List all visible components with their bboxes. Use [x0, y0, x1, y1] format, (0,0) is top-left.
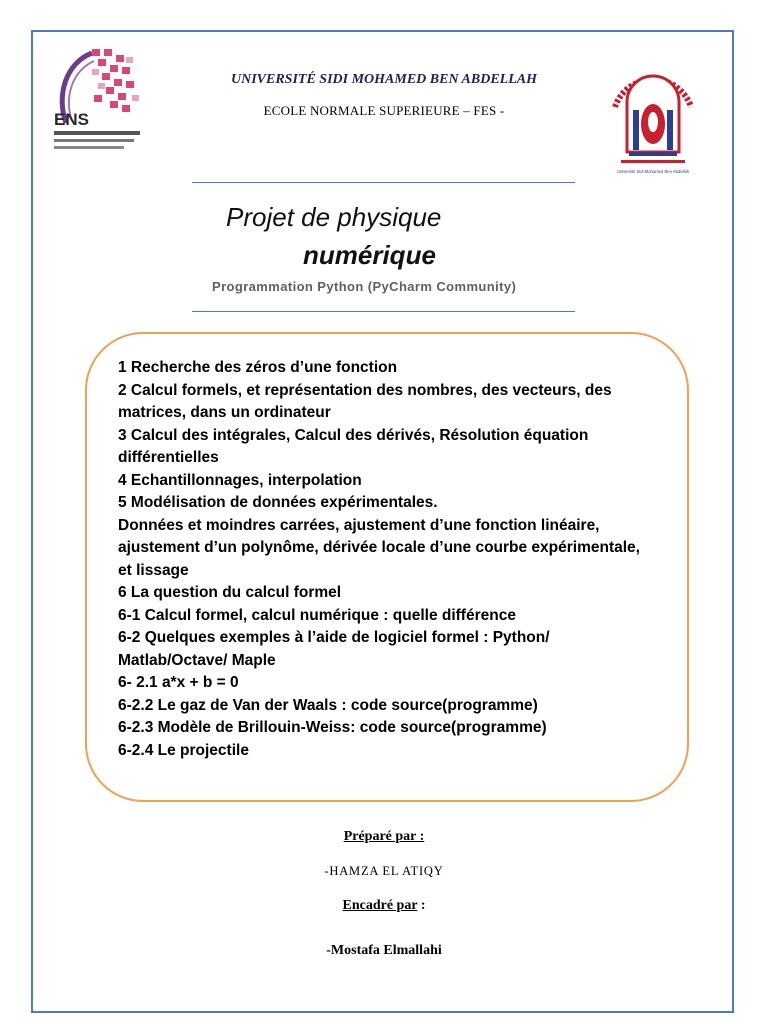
toc-item: 6-1 Calcul formel, calcul numérique : quelle différence [118, 606, 516, 624]
toc-item: 6-2.4 Le projectile [118, 741, 249, 759]
ens-fes-logo [52, 45, 142, 157]
subtitle: Programmation Python (PyCharm Community) [212, 279, 517, 294]
toc-item: 6- 2.1 a*x + b = 0 [118, 674, 239, 691]
toc-item: 3 Calcul des intégrales, Calcul des dérivés, Résolution équation différentielles [118, 426, 589, 466]
divider-bottom [192, 311, 575, 312]
seal-caption: Université Sidi Mohamed Ben Abdellah [616, 169, 690, 174]
supervised-by-colon: : [417, 898, 426, 913]
title-line-2: numérique [303, 240, 436, 270]
school-name: ECOLE NORMALE SUPERIEURE – FES - [263, 103, 505, 118]
title-line-1: Projet de physique [226, 202, 442, 232]
prepared-by-name: -HAMZA EL ATIQY [324, 864, 444, 878]
supervised-by-label [0, 898, 768, 914]
ens-logo-text: ENS [54, 110, 89, 129]
toc-item: 4 Echantillonnages, interpolation [118, 471, 362, 489]
divider-top [192, 182, 575, 183]
toc-item: Données et moindres carrées, ajustement d’une fonction linéaire, ajustement d’un polynôme, dérivée locale d’une courbe expérimentale, et lissage [118, 516, 640, 579]
toc-item: 6 La question du calcul formel [118, 584, 342, 601]
supervised-by-text: Encadré par [342, 898, 418, 913]
toc-item: 2 Calcul formels, et représentation des nombres, des vecteurs, des matrices, dans un ordinateur [118, 381, 612, 421]
supervisor-name: -Mostafa Elmallahi [326, 943, 442, 958]
table-of-contents [118, 357, 658, 762]
toc-item: 5 Modélisation de données expérimentales. [118, 494, 438, 511]
prepared-by-label: Préparé par : [343, 829, 425, 844]
usmba-seal-logo [603, 52, 703, 177]
toc-item: 1 Recherche des zéros d’une fonction [118, 359, 398, 376]
toc-item: 6-2.3 Modèle de Brillouin-Weiss: code source(programme) [118, 719, 547, 736]
toc-item: 6-2 Quelques exemples à l’aide de logiciel formel : Python/ Matlab/Octave/ Maple [118, 629, 550, 669]
university-name: UNIVERSITÉ SIDI MOHAMED BEN ABDELLAH [230, 72, 537, 87]
toc-item: 6-2.2 Le gaz de Van der Waals : code source(programme) [118, 696, 538, 714]
